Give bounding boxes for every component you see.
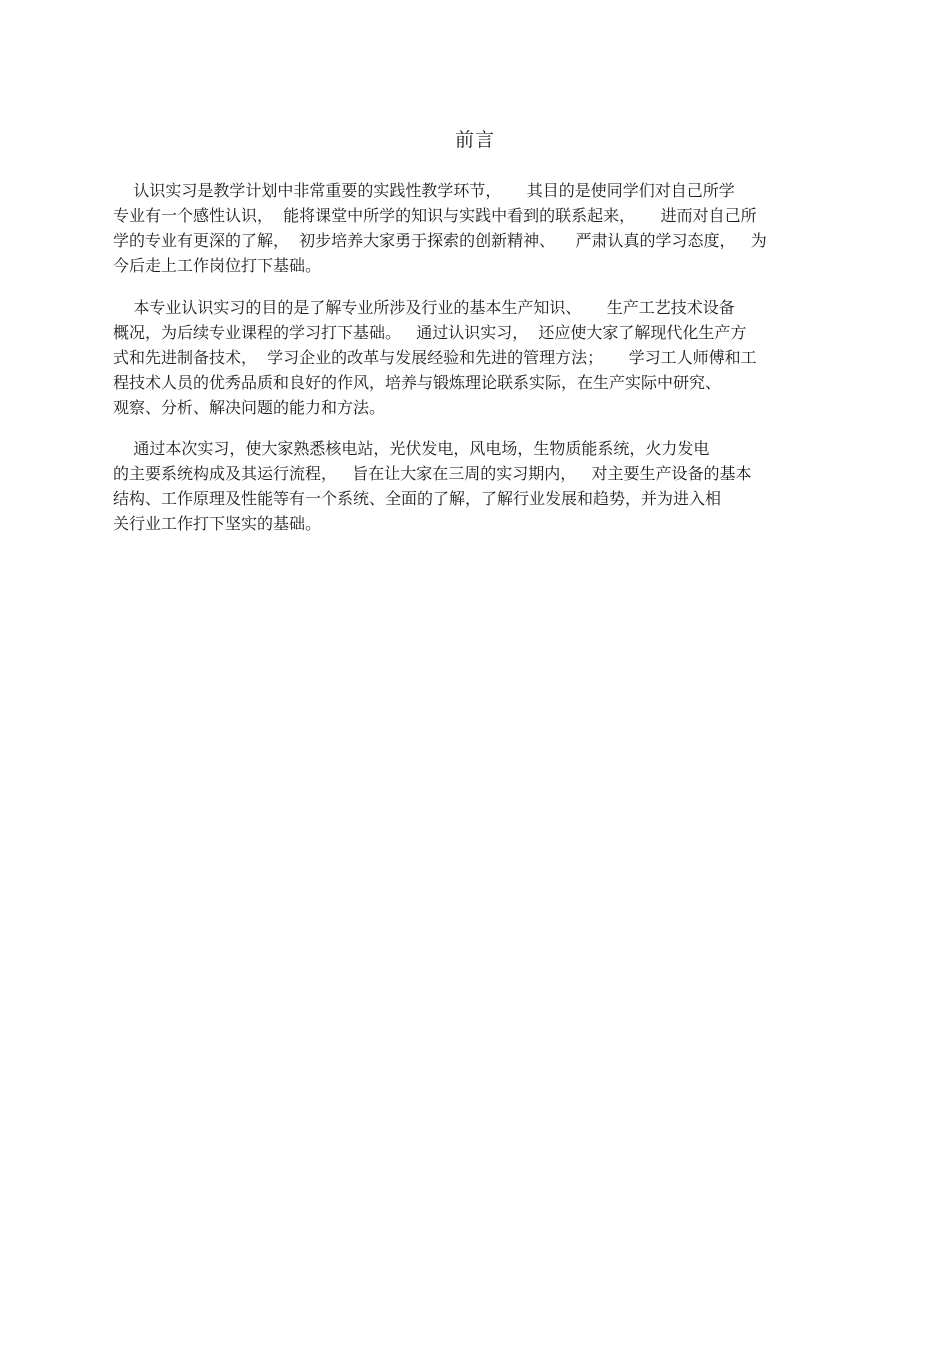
paragraph-line: 概况，为后续专业课程的学习打下基础。 通过认识实习， 还应使大家了解现代化生产方 (113, 323, 747, 342)
paragraph-line: 今后走上工作岗位打下基础。 (113, 256, 322, 275)
paragraph-line: 观察、分析、解决问题的能力和方法。 (113, 398, 386, 417)
paragraph-line: 的主要系统构成及其运行流程， 旨在让大家在三周的实习期内， 对主要生产设备的基本 (113, 464, 752, 483)
paragraph-line: 关行业工作打下坚实的基础。 (113, 514, 322, 533)
paragraph-line: 式和先进制备技术， 学习企业的改革与发展经验和先进的管理方法； 学习工人师傅和工 (113, 348, 757, 367)
paragraph-line: 认识实习是教学计划中非常重要的实践性教学环节， 其目的是使同学们对自己所学 (113, 181, 735, 200)
paragraph-line: 通过本次实习，使大家熟悉核电站，光伏发电，风电场，生物质能系统，火力发电 (113, 439, 710, 458)
page-title: 前言 (454, 129, 495, 151)
paragraph-2 (113, 295, 853, 420)
paragraph-line: 专业有一个感性认识， 能将课堂中所学的知识与实践中看到的联系起来， 进而对自己所 (113, 206, 757, 225)
paragraph-1 (113, 178, 853, 278)
paragraph-line: 结构、工作原理及性能等有一个系统、全面的了解，了解行业发展和趋势，并为进入相 (113, 489, 722, 508)
paragraph-3 (113, 436, 853, 536)
paragraph-line: 程技术人员的优秀品质和良好的作风，培养与锻炼理论联系实际，在生产实际中研究、 (113, 373, 722, 392)
paragraph-line: 学的专业有更深的了解， 初步培养大家勇于探索的创新精神、 严肃认真的学习态度， 为 (113, 231, 767, 250)
paragraph-line: 本专业认识实习的目的是了解专业所涉及行业的基本生产知识、 生产工艺技术设备 (113, 298, 735, 317)
